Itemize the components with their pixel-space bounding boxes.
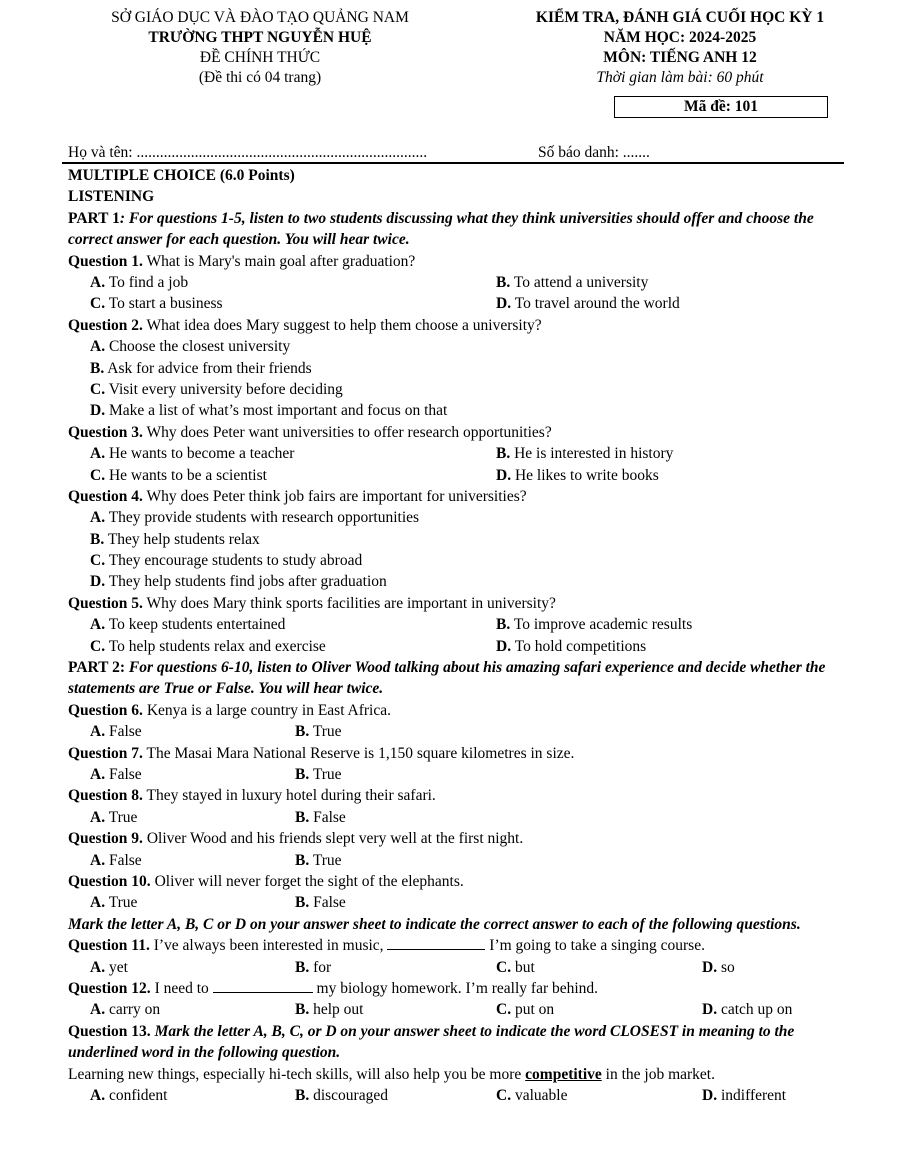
- option-text: They help students find jobs after graduation: [108, 573, 387, 591]
- option-letter: D.: [702, 958, 718, 976]
- option-letter: B.: [496, 273, 511, 291]
- option-letter: C.: [90, 466, 106, 484]
- option-text: True: [312, 766, 342, 783]
- school-year: NĂM HỌC: 2024-2025: [603, 29, 757, 46]
- question-11: [68, 935, 844, 956]
- option-text: To keep students entertained: [108, 616, 286, 634]
- section-title: MULTIPLE CHOICE (6.0 Points): [68, 167, 295, 184]
- option-letter: B.: [295, 766, 310, 783]
- question-label: Question 10.: [68, 872, 151, 890]
- q11-option-c[interactable]: [496, 957, 535, 978]
- part1-text: : For questions 1-5, listen to two students discussing what they think universities should offer and choose the correct answer for each question. You will hear twice.: [68, 209, 814, 249]
- question-12: [68, 978, 844, 999]
- option-letter: D.: [496, 466, 512, 484]
- q3-option-d[interactable]: [496, 465, 659, 486]
- question-4: [68, 486, 844, 507]
- option-letter: D.: [702, 1001, 718, 1019]
- option-text: carry on: [108, 1001, 161, 1019]
- option-text: discouraged: [313, 1086, 388, 1104]
- part2-label: PART 2:: [68, 659, 126, 677]
- question-6: [68, 700, 844, 721]
- option-letter: A.: [90, 958, 106, 976]
- sentence-after: in the job market.: [601, 1065, 715, 1083]
- option-letter: B.: [295, 958, 310, 976]
- question-10: [68, 871, 844, 892]
- option-text: False: [313, 894, 346, 912]
- option-letter: A.: [90, 766, 106, 783]
- option-text: indifferent: [720, 1086, 787, 1104]
- q13-sentence: [68, 1064, 844, 1085]
- question-8: [68, 785, 844, 806]
- q8-options: [68, 807, 844, 828]
- q9-options: [68, 850, 844, 871]
- option-text: so: [720, 958, 735, 976]
- option-text: True: [108, 894, 138, 912]
- option-letter: B.: [295, 1086, 310, 1104]
- option-text: Choose the closest university: [108, 338, 291, 356]
- mark-instruction: Mark the letter A, B, C or D on your answer sheet to indicate the correct answer to each of the following questions.: [68, 915, 801, 933]
- option-text: They help students relax: [107, 530, 260, 548]
- part2-text: For questions 6-10, listen to Oliver Wood talking about his amazing safari experience and decide whether the statements are True or False. You will hear twice.: [68, 659, 826, 698]
- question-instruction: Mark the letter A, B, C, or D on your answer sheet to indicate the word CLOSEST in meaning to the underlined word in the following question.: [68, 1022, 795, 1062]
- header-divider: [62, 162, 844, 164]
- q12-option-b[interactable]: [295, 999, 363, 1020]
- question-text: The Masai Mara National Reserve is 1,150 square kilometres in size.: [142, 744, 575, 762]
- q1-options-row2: [68, 293, 844, 314]
- q11-option-a[interactable]: [90, 957, 128, 978]
- option-text: valuable: [514, 1086, 568, 1104]
- question-text: Kenya is a large country in East Africa.: [142, 701, 391, 719]
- option-text: Visit every university before deciding: [108, 380, 343, 398]
- question-label: Question 6.: [68, 701, 143, 719]
- question-7: [68, 743, 844, 764]
- q4-option-d[interactable]: [68, 571, 844, 592]
- option-text: They provide students with research opportunities: [108, 509, 420, 527]
- option-letter: C.: [496, 958, 512, 976]
- option-letter: A.: [90, 808, 106, 826]
- q12-option-c[interactable]: [496, 999, 554, 1020]
- page-count: (Đề thi có 04 trang): [198, 69, 322, 86]
- option-text: He wants to become a teacher: [108, 445, 295, 463]
- question-text-after: I’m going to take a singing course.: [485, 937, 705, 955]
- question-label: Question 13.: [68, 1022, 151, 1040]
- part2-instruction: [68, 657, 844, 700]
- option-text: yet: [108, 958, 128, 976]
- option-letter: C.: [90, 637, 106, 655]
- q2-option-a[interactable]: [68, 336, 844, 357]
- q8-option-a[interactable]: [90, 807, 137, 828]
- q13-option-c[interactable]: [496, 1085, 567, 1106]
- q11-option-d[interactable]: [702, 957, 735, 978]
- q12-option-a[interactable]: [90, 999, 160, 1020]
- q1-option-b[interactable]: [496, 272, 648, 293]
- q10-option-b[interactable]: [295, 892, 346, 913]
- q10-option-a[interactable]: [90, 892, 137, 913]
- option-text: but: [514, 958, 535, 976]
- q5-option-a[interactable]: [90, 614, 285, 635]
- subject: MÔN: TIẾNG ANH 12: [603, 49, 757, 66]
- option-letter: A.: [90, 616, 106, 634]
- option-letter: A.: [90, 509, 106, 527]
- q13-option-d[interactable]: [702, 1085, 786, 1106]
- option-letter: D.: [496, 295, 512, 313]
- option-text: put on: [514, 1001, 555, 1019]
- question-text: They stayed in luxury hotel during their safari.: [142, 787, 436, 805]
- question-label: Question 4.: [68, 487, 143, 505]
- q13-option-b[interactable]: [295, 1085, 388, 1106]
- option-text: To find a job: [108, 273, 189, 291]
- part1-instruction: [68, 208, 844, 251]
- question-label: Question 9.: [68, 830, 143, 848]
- department-name: SỞ GIÁO DỤC VÀ ĐÀO TẠO QUẢNG NAM: [111, 9, 409, 26]
- option-letter: A.: [90, 894, 106, 912]
- q3-option-c[interactable]: [90, 465, 267, 486]
- q3-option-a[interactable]: [90, 443, 294, 464]
- exam-body: [68, 165, 844, 1106]
- q5-options-row2: [68, 636, 844, 657]
- question-label: Question 1.: [68, 252, 143, 270]
- option-letter: A.: [90, 338, 106, 356]
- option-text: True: [108, 808, 138, 826]
- option-letter: D.: [702, 1086, 718, 1104]
- option-letter: A.: [90, 851, 106, 869]
- q2-option-b[interactable]: [68, 358, 844, 379]
- option-text: To help students relax and exercise: [108, 637, 326, 655]
- q4-option-a[interactable]: [68, 507, 844, 528]
- option-letter: A.: [90, 445, 106, 463]
- option-letter: C.: [90, 380, 106, 398]
- option-letter: D.: [90, 402, 106, 420]
- question-label: Question 3.: [68, 423, 143, 441]
- option-letter: B.: [496, 616, 511, 634]
- option-text: To start a business: [108, 295, 223, 313]
- option-letter: A.: [90, 723, 106, 741]
- header-left: [60, 8, 460, 88]
- q10-options: [68, 892, 844, 913]
- option-text: To improve academic results: [513, 616, 693, 634]
- question-text: Why does Mary think sports facilities are important in university?: [142, 594, 556, 612]
- q3-options-row2: [68, 465, 844, 486]
- q6-options: [68, 721, 844, 742]
- q1-options-row1: [68, 272, 844, 293]
- option-letter: A.: [90, 1001, 106, 1019]
- q8-option-b[interactable]: [295, 807, 346, 828]
- question-13: [68, 1021, 844, 1064]
- answer-blank: [387, 935, 485, 950]
- option-letter: D.: [90, 573, 106, 591]
- option-letter: B.: [90, 359, 105, 377]
- q5-option-c[interactable]: [90, 636, 326, 657]
- question-label: Question 8.: [68, 787, 143, 805]
- option-letter: B.: [295, 1001, 310, 1019]
- option-letter: B.: [295, 851, 310, 869]
- option-text: To attend a university: [513, 273, 649, 291]
- option-letter: B.: [90, 530, 105, 548]
- option-text: Ask for advice from their friends: [107, 359, 312, 377]
- option-letter: B.: [295, 894, 310, 912]
- option-letter: B.: [295, 808, 310, 826]
- q13-options: [68, 1085, 844, 1106]
- exam-title: KIỂM TRA, ĐÁNH GIÁ CUỐI HỌC KỲ 1: [535, 9, 825, 26]
- exam-code-box: Mã đề: 101: [614, 96, 828, 118]
- question-1: [68, 251, 844, 272]
- question-2: [68, 315, 844, 336]
- q5-option-b[interactable]: [496, 614, 692, 635]
- question-text: Oliver will never forget the sight of the elephants.: [150, 872, 464, 890]
- q5-option-d[interactable]: [496, 636, 646, 657]
- q6-option-a[interactable]: [90, 721, 142, 742]
- q1-option-c[interactable]: [90, 293, 223, 314]
- option-letter: C.: [90, 295, 106, 313]
- question-3: [68, 422, 844, 443]
- official-label: ĐỀ CHÍNH THỨC: [199, 49, 321, 66]
- q2-option-c[interactable]: [68, 379, 844, 400]
- option-text: False: [108, 766, 142, 783]
- header-right: [470, 8, 890, 88]
- q12-options: [68, 999, 844, 1020]
- question-text: What is Mary's main goal after graduation?: [142, 252, 416, 270]
- option-text: False: [108, 723, 142, 741]
- option-text: He is interested in history: [514, 445, 674, 463]
- option-letter: B.: [496, 445, 511, 463]
- question-label: Question 2.: [68, 316, 143, 334]
- option-letter: A.: [90, 273, 106, 291]
- school-name: TRƯỜNG THPT NGUYỄN HUỆ: [148, 29, 372, 46]
- student-id-field: Số báo danh: .......: [538, 144, 650, 161]
- option-text: Make a list of what’s most important and focus on that: [108, 402, 448, 420]
- q1-option-a[interactable]: [90, 272, 188, 293]
- q11-options: [68, 957, 844, 978]
- option-text: catch up on: [720, 1001, 793, 1019]
- underlined-word: competitive: [525, 1065, 602, 1083]
- question-text: Oliver Wood and his friends slept very well at the first night.: [142, 830, 524, 848]
- option-text: To hold competitions: [514, 637, 647, 655]
- q11-option-b[interactable]: [295, 957, 331, 978]
- listening-title: LISTENING: [68, 188, 155, 206]
- question-label: Question 7.: [68, 744, 143, 762]
- option-text: for: [313, 958, 332, 976]
- question-9: [68, 828, 844, 849]
- q1-option-d[interactable]: [496, 293, 680, 314]
- option-letter: C.: [496, 1001, 512, 1019]
- q7-option-a[interactable]: [90, 764, 142, 785]
- part1-label: PART 1: [68, 209, 120, 227]
- question-label: Question 5.: [68, 594, 143, 612]
- student-name-field: Họ và tên: ...........................................................................: [68, 144, 428, 161]
- q7-option-b[interactable]: [295, 764, 342, 785]
- question-text-before: I’ve always been interested in music,: [149, 937, 388, 955]
- question-text: What idea does Mary suggest to help them choose a university?: [142, 316, 542, 334]
- option-text: He wants to be a scientist: [108, 466, 267, 484]
- question-label: Question 12.: [68, 979, 151, 997]
- option-text: They encourage students to study abroad: [108, 552, 363, 570]
- q2-option-d[interactable]: [68, 400, 844, 421]
- option-text: To travel around the world: [514, 295, 680, 313]
- option-letter: C.: [90, 552, 106, 570]
- q4-option-c[interactable]: [68, 550, 844, 571]
- q9-option-a[interactable]: [90, 850, 142, 871]
- q9-option-b[interactable]: [295, 850, 342, 871]
- question-text-after: my biology homework. I’m really far behind.: [312, 979, 599, 997]
- option-letter: C.: [496, 1086, 512, 1104]
- answer-blank: [213, 978, 313, 993]
- sentence-before: Learning new things, especially hi-tech skills, will also help you be more: [68, 1065, 526, 1083]
- question-label: Question 11.: [68, 937, 150, 955]
- option-text: help out: [313, 1001, 364, 1019]
- option-letter: D.: [496, 637, 512, 655]
- option-letter: A.: [90, 1086, 106, 1104]
- q6-option-b[interactable]: [295, 721, 342, 742]
- option-letter: B.: [295, 723, 310, 741]
- question-5: [68, 593, 844, 614]
- q3-options-row1: [68, 443, 844, 464]
- option-text: False: [108, 851, 142, 869]
- option-text: He likes to write books: [514, 466, 659, 484]
- q3-option-b[interactable]: [496, 443, 673, 464]
- option-text: False: [313, 808, 346, 826]
- option-text: confident: [108, 1086, 168, 1104]
- q13-option-a[interactable]: [90, 1085, 168, 1106]
- q5-options-row1: [68, 614, 844, 635]
- question-text: Why does Peter want universities to offer research opportunities?: [142, 423, 552, 441]
- q7-options: [68, 764, 844, 785]
- q12-option-d[interactable]: [702, 999, 792, 1020]
- question-text-before: I need to: [150, 979, 213, 997]
- q4-option-b[interactable]: [68, 529, 844, 550]
- question-text: Why does Peter think job fairs are important for universities?: [142, 487, 527, 505]
- time-limit: Thời gian làm bài: 60 phút: [596, 69, 764, 86]
- option-text: True: [312, 723, 342, 741]
- option-text: True: [312, 851, 342, 869]
